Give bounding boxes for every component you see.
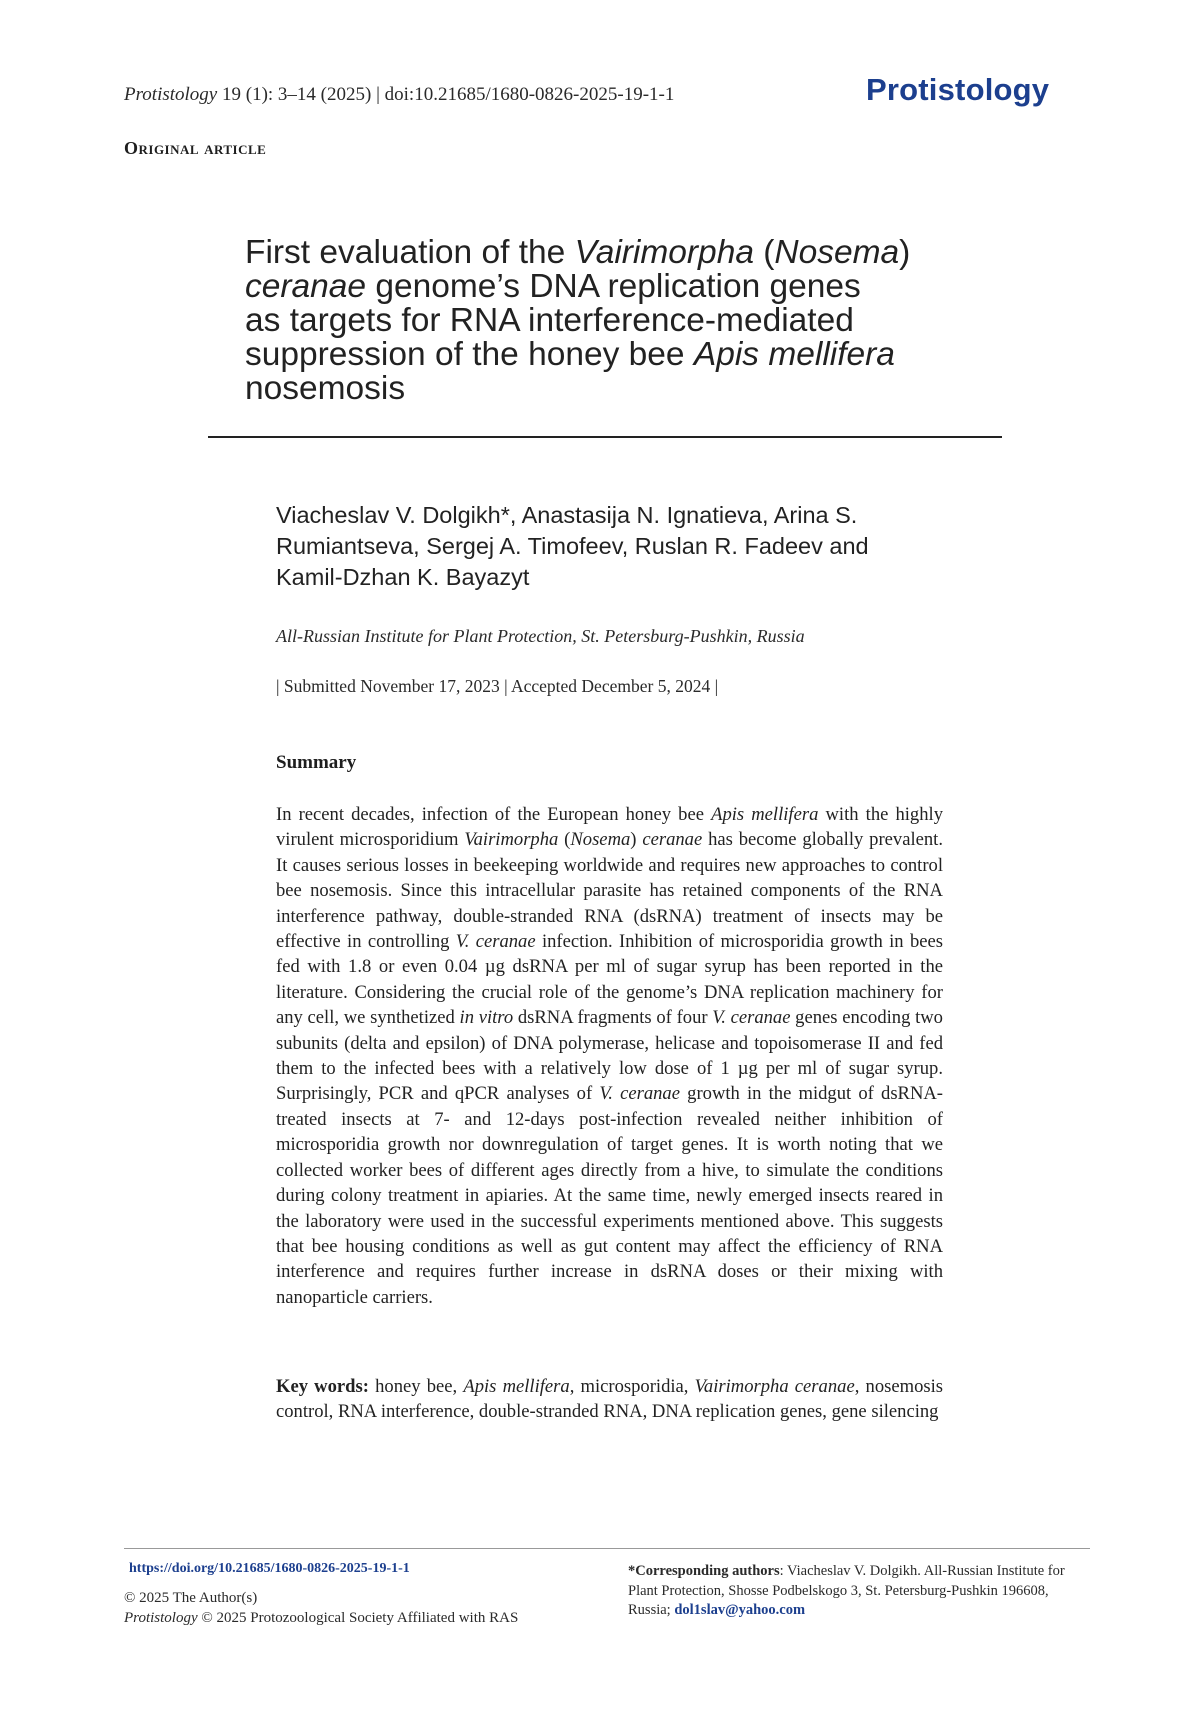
copyright-author: © 2025 The Author(s)	[124, 1590, 257, 1607]
citation-details: 19 (1): 3–14 (2025) | doi:10.21685/1680-0826-2025-19-1-1	[217, 84, 674, 105]
corresponding-label: *Corresponding authors	[628, 1563, 780, 1579]
abstract-span: infection. Inhibition of microsporidia growth in bees fed with 1.8 or even 0.04 µg dsRNA per ml of sugar syrup has been reported in the literature. Considering the crucial role of the genome’s DNA replication machinery for any cell, we synthetized	[276, 931, 943, 1028]
article-type-label: Original article	[124, 138, 266, 159]
abstract-italic: Nosema	[570, 829, 630, 850]
doi-link[interactable]: https://doi.org/10.21685/1680-0826-2025-19-1-1	[129, 1561, 410, 1577]
copyright-text: © 2025 Protozoological Society Affiliated with RAS	[198, 1610, 519, 1626]
abstract-span: )	[630, 829, 642, 850]
keywords-italic: Apis mellifera	[463, 1376, 569, 1397]
author-line: Viacheslav V. Dolgikh*, Anastasija N. Ignatieva, Arina S.	[276, 502, 857, 528]
abstract-italic: Vairimorpha	[464, 829, 558, 850]
abstract-italic: Apis mellifera	[711, 804, 818, 825]
title-text: nosemosis	[245, 370, 405, 407]
title-italic: Apis mellifera	[694, 336, 895, 373]
title-italic: ceranae	[245, 268, 366, 305]
corresponding-text: : Viacheslav V. Dolgikh. All-Russian Institute for Plant Protection, Shosse Podbelskogo 3, St. Petersburg-Pushkin 196608, Russia;	[628, 1563, 1065, 1618]
corresponding-email[interactable]: dol1slav@yahoo.com	[674, 1602, 805, 1618]
keywords-span: , nosemosis control, RNA interference, double-stranded RNA, DNA replication genes, gene silencing	[276, 1376, 943, 1422]
title-text: )	[899, 234, 910, 271]
abstract-italic: ceranae	[642, 829, 702, 850]
abstract-span: genes encoding two subunits (delta and epsilon) of DNA polymerase, helicase and topoisomerase II and fed them to the infected bees with a relatively low dose of 1 µg per ml of sugar syrup. Surprisingly, PCR and qPCR analyses of	[276, 1007, 943, 1104]
abstract-italic: V. ceranae	[456, 931, 536, 952]
affiliation: All-Russian Institute for Plant Protection, St. Petersburg-Pushkin, Russia	[276, 626, 805, 647]
abstract-text	[276, 802, 943, 1310]
copyright-journal	[124, 1610, 518, 1627]
abstract-italic: V. ceranae	[599, 1083, 680, 1104]
abstract-span: In recent decades, infection of the European honey bee	[276, 804, 711, 825]
abstract-span: growth in the midgut of dsRNA-treated insects at 7- and 12-days post-infection revealed neither inhibition of microsporidia growth nor downregulation of target genes. It is worth noting that we collected worker bees of different ages directly from a hive, to simulate the conditions during colony treatment in apiaries. At the same time, newly emerged insects reared in the laboratory were used in the successful experiments mentioned above. This suggests that bee housing conditions as well as gut content may affect the efficiency of RNA interference and requires further increase in dsRNA doses or their mixing with nanoparticle carriers.	[276, 1083, 943, 1307]
author-line: Rumiantseva, Sergej A. Timofeev, Ruslan R. Fadeev and	[276, 533, 869, 559]
journal-citation	[124, 84, 674, 106]
corresponding-author	[628, 1562, 1093, 1621]
keywords-italic: Vairimorpha ceranae	[695, 1376, 855, 1397]
copyright-journal-name: Protistology	[124, 1610, 198, 1626]
title-divider	[208, 436, 1002, 438]
title-text: genome’s DNA replication genes	[366, 268, 861, 305]
author-list	[276, 500, 976, 593]
title-text: as targets for RNA interference-mediated	[245, 302, 854, 339]
abstract-span: dsRNA fragments of four	[513, 1007, 712, 1028]
abstract-span: has become globally prevalent. It causes serious losses in beekeeping worldwide and requires new approaches to control bee nosemosis. Since this intracellular parasite has retained components of the RNA interference pathway, double-stranded RNA (dsRNA) treatment of insects may be effective in controlling	[276, 829, 943, 952]
author-line: Kamil-Dzhan K. Bayazyt	[276, 564, 529, 590]
journal-name: Protistology	[124, 84, 217, 105]
keywords-span: , microsporidia,	[570, 1376, 695, 1397]
journal-logo: Protistology	[866, 72, 1049, 108]
abstract-span: with the highly virulent microsporidium	[276, 804, 943, 850]
abstract-italic: V. ceranae	[712, 1007, 790, 1028]
title-italic: Vairimorpha	[575, 234, 754, 271]
keywords-label: Key words:	[276, 1376, 369, 1397]
title-italic: Nosema	[774, 234, 899, 271]
footer-divider	[124, 1548, 1090, 1549]
summary-heading: Summary	[276, 752, 356, 774]
abstract-italic: in vitro	[460, 1007, 514, 1028]
article-title	[245, 236, 1005, 406]
title-text: (	[754, 234, 774, 271]
title-text: suppression of the honey bee	[245, 336, 694, 373]
title-text: First evaluation of the	[245, 234, 575, 271]
submission-dates: | Submitted November 17, 2023 | Accepted December 5, 2024 |	[276, 676, 718, 697]
keywords	[276, 1374, 943, 1425]
abstract-span: (	[558, 829, 570, 850]
keywords-span: honey bee,	[369, 1376, 463, 1397]
